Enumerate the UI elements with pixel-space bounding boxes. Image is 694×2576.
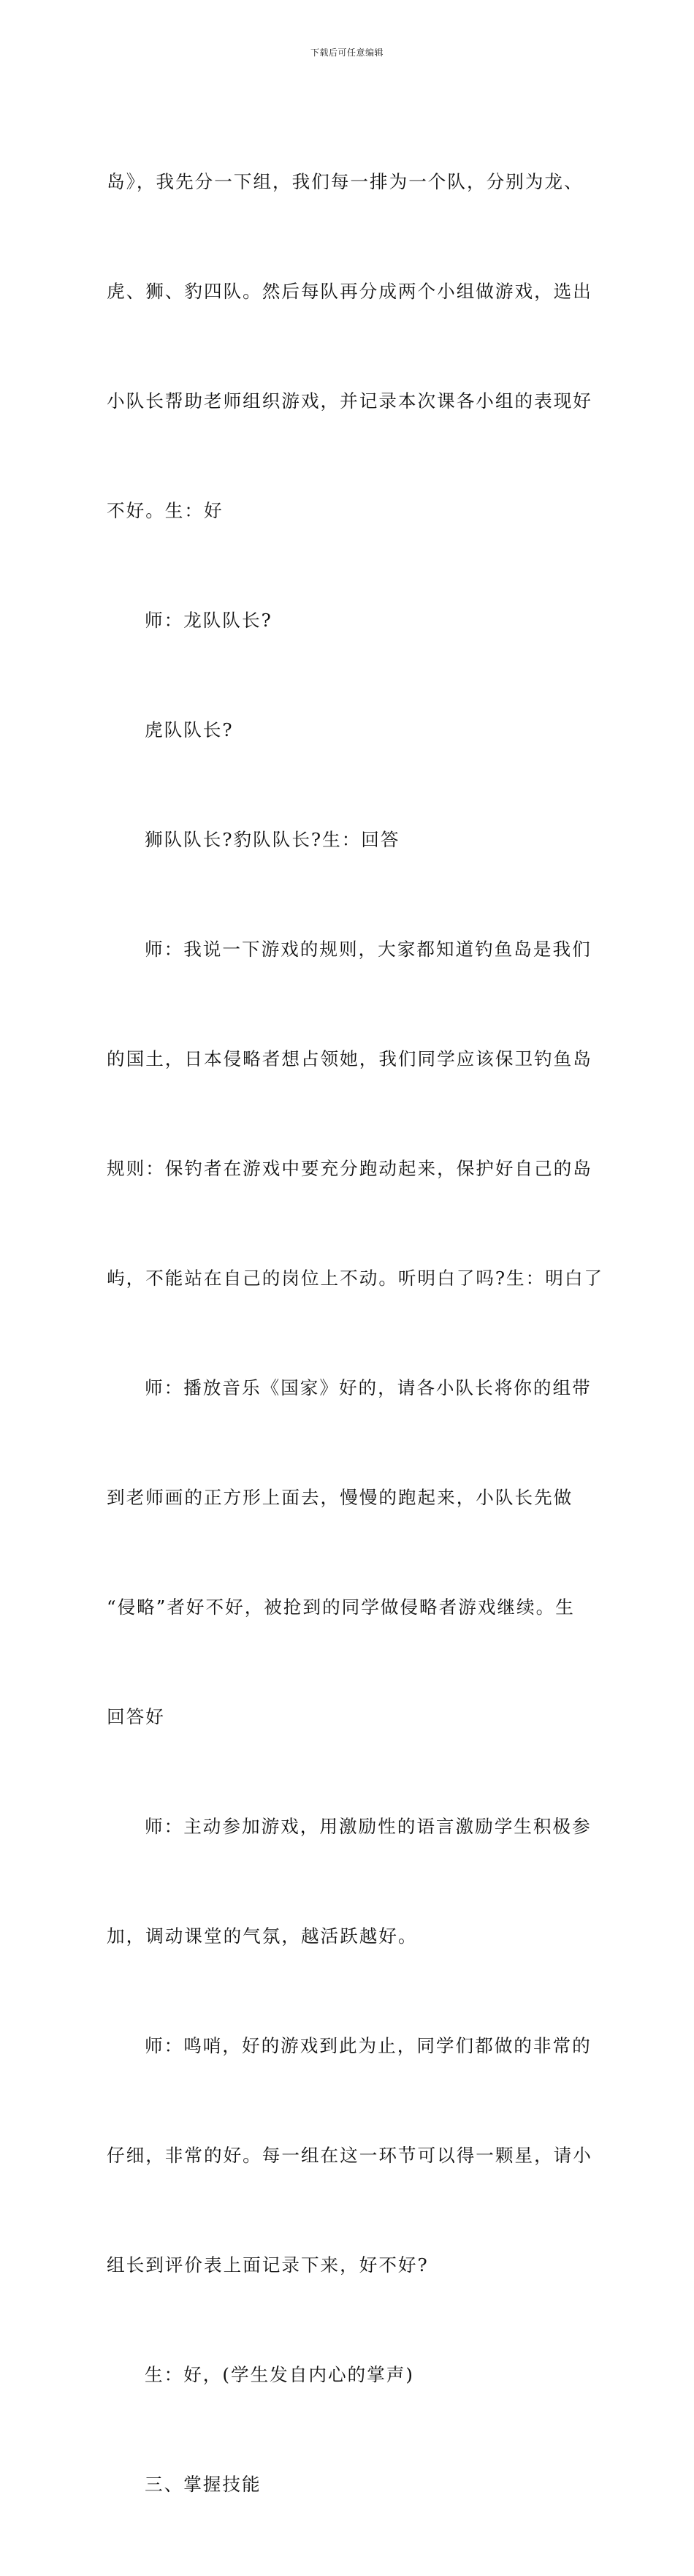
text-line: 师：鸣哨，好的游戏到此为止，同学们都做的非常的 <box>145 2035 592 2056</box>
text-line: 的国土，日本侵略者想占领她，我们同学应该保卫钓鱼岛 <box>107 1048 592 1069</box>
text-line: 仔细，非常的好。每一组在这一环节可以得一颗星，请小 <box>107 2145 592 2166</box>
text-line: 师：播放音乐《国家》好的，请各小队长将你的组带 <box>145 1377 592 1398</box>
text-line: 到老师画的正方形上面去，慢慢的跑起来，小队长先做 <box>107 1487 573 1508</box>
section-heading: 三、掌握技能 <box>145 2474 262 2495</box>
text-line: 屿，不能站在自己的岗位上不动。听明白了吗?生：明白了 <box>107 1268 604 1289</box>
text-line: 师：龙队队长? <box>145 610 272 631</box>
document-body <box>107 91 604 2576</box>
text-line: 师：我说一下游戏的规则，大家都知道钓鱼岛是我们 <box>145 939 592 960</box>
text-line: 加，调动课堂的气氛，越活跃越好。 <box>107 1925 418 1947</box>
text-line: 回答好 <box>107 1706 165 1727</box>
text-line: 组长到评价表上面记录下来，好不好? <box>107 2254 429 2276</box>
text-line: 虎队队长? <box>145 719 234 740</box>
body-text <box>107 91 604 2576</box>
text-line: 狮队队长?豹队队长?生：回答 <box>145 829 400 850</box>
text-line: 小队长帮助老师组织游戏，并记录本次课各小组的表现好 <box>107 390 592 412</box>
text-line: 不好。生：好 <box>107 500 224 521</box>
page-header: 下载后可任意编辑 <box>310 48 384 58</box>
text-line: 规则：保钓者在游戏中要充分跑动起来，保护好自己的岛 <box>107 1158 592 1179</box>
text-line: 师：主动参加游戏，用激励性的语言激励学生积极参 <box>145 1816 592 1837</box>
text-line: 虎、狮、豹四队。然后每队再分成两个小组做游戏，选出 <box>107 281 592 302</box>
text-line: “侵略”者好不好，被抢到的同学做侵略者游戏继续。生 <box>107 1596 575 1618</box>
text-line: 生：好，(学生发自内心的掌声) <box>145 2364 414 2385</box>
text-line: 岛》，我先分一下组，我们每一排为一个队，分别为龙、 <box>107 171 584 192</box>
